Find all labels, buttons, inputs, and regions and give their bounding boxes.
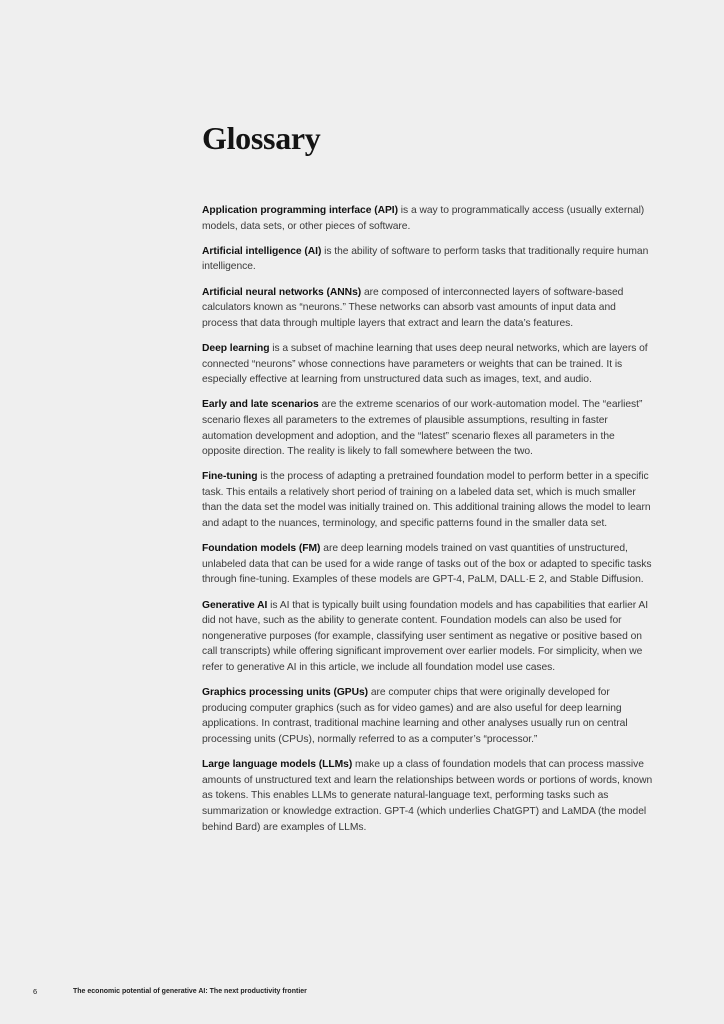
glossary-definition: are composed of interconnected layers of software-based calculators known as “neurons.” These networks can absorb vast amounts of input data and process that data through multiple layers that extract and learn the data’s features. [202, 286, 624, 329]
glossary-entry [202, 685, 654, 747]
glossary-entry [202, 341, 654, 388]
glossary-definition: are the extreme scenarios of our work-automation model. The “earliest” scenario flexes all parameters to the extremes of plausible assumptions, resulting in faster automation development and adoption, and the “latest” scenario flexes all parameters in the opposite direction. The reality is likely to fall somewhere between the two. [202, 399, 643, 458]
glossary-definition: is a subset of machine learning that uses deep neural networks, which are layers of connected “neurons” whose connections have parameters or weights that can be trained. It is especially effective at learning from unstructured data such as images, text, and audio. [202, 342, 648, 386]
glossary-term: Artificial neural networks (ANNs) [202, 286, 362, 298]
glossary-definition: make up a class of foundation models that can process massive amounts of unstructured text and learn the relationships between words or portions of words, known as tokens. This enables LLMs to generate natural-language text, performing tasks such as summarization or knowledge extraction. GPT-4 (which underlies ChatGPT) and LaMDA (the model behind Bard) are examples of LLMs. [202, 759, 653, 833]
glossary-term: Generative AI [202, 599, 268, 611]
glossary-entry [202, 757, 654, 835]
glossary-definition: is the ability of software to perform tasks that traditionally require human intelligence. [202, 245, 649, 273]
glossary-definition: is AI that is typically built using foundation models and has capabilities that earlier AI did not have, such as the ability to generate content. Foundation models can also be used for nongenerative purposes (for example, classifying user sentiment as negative or positive based on call transcripts) while offering significant improvement over earlier models. For simplicity, when we refer to generative AI in this article, we include all foundation model use cases. [202, 599, 649, 673]
glossary-definition: is the process of adapting a pretrained foundation model to perform better in a specific task. This entails a relatively short period of training on a labeled data set, which is much smaller than the data set the model was initially trained on. This additional training allows the model to learn and adapt to the nuances, terminology, and specific patterns found in the smaller data set. [202, 471, 651, 530]
page-footer [33, 987, 307, 996]
glossary-term: Application programming interface (API) [202, 205, 398, 216]
glossary-term: Foundation models (FM) [202, 543, 321, 555]
glossary-entry [202, 244, 654, 275]
glossary-entry [202, 203, 654, 234]
glossary-list [202, 203, 654, 845]
glossary-entry [202, 285, 654, 332]
glossary-term: Deep learning [202, 342, 270, 354]
glossary-term: Large language models (LLMs) [202, 759, 353, 771]
glossary-term: Graphics processing units (GPUs) [202, 687, 369, 699]
glossary-entry [202, 469, 654, 531]
glossary-term: Early and late scenarios [202, 399, 319, 411]
glossary-definition: is a way to programmatically access (usually external) models, data sets, or other pieces of software. [202, 205, 645, 232]
glossary-entry [202, 541, 654, 588]
page-number: 6 [33, 987, 38, 996]
footer-title: The economic potential of generative AI: The next productivity frontier [73, 988, 307, 995]
glossary-term: Fine-tuning [202, 471, 258, 483]
glossary-definition: are deep learning models trained on vast quantities of unstructured, unlabeled data that can be used for a wide range of tasks out of the box or adapted to specific tasks through fine-tuning. Examples of these models are GPT-4, PaLM, DALL·E 2, and Stable Diffusion. [202, 543, 652, 586]
page-title: Glossary [202, 120, 321, 156]
glossary-definition: are computer chips that were originally developed for producing computer graphics (such as for video games) and are also useful for deep learning applications. In contrast, traditional machine learning and other analyses usually run on central processing units (CPUs), normally referred to as a computer’s “processor.” [202, 687, 628, 745]
glossary-term: Artificial intelligence (AI) [202, 245, 322, 257]
glossary-entry [202, 598, 654, 676]
glossary-entry [202, 397, 654, 459]
